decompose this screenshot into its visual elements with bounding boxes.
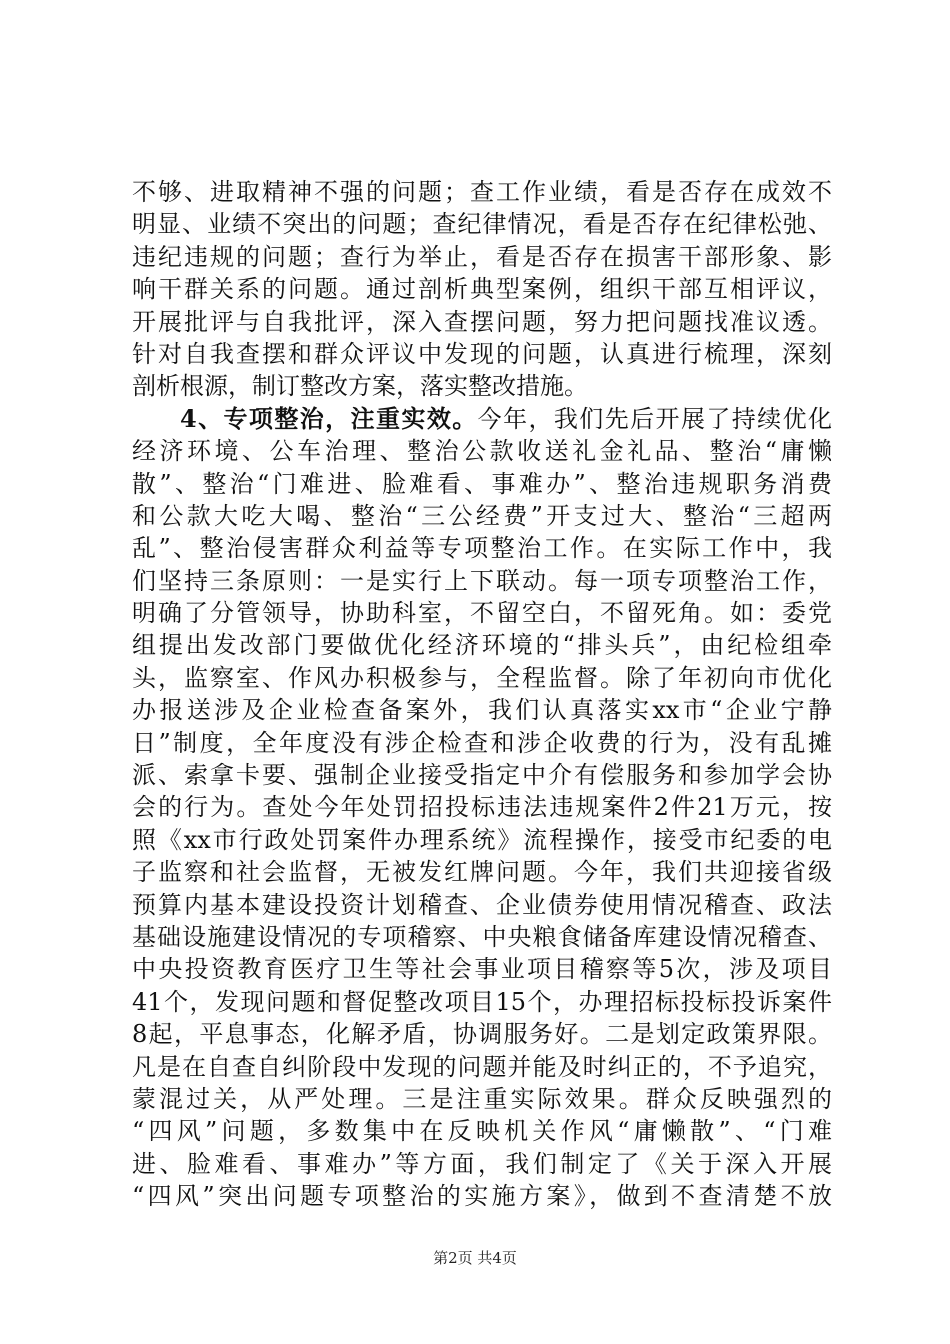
section-4-first-line-text: 今年，我们先后开展了持续优化 <box>477 404 833 433</box>
section-4-heading: 4、专项整治，注重实效。 <box>180 403 478 433</box>
text-line: 8起，平息事态，化解矛盾，协调服务好。二是划定政策界限。 <box>132 1020 832 1049</box>
text-line: 明确了分管领导，协助科室，不留空白，不留死角。如：委党 <box>132 599 832 628</box>
page-number-footer: 第2页 共4页 <box>433 1249 517 1267</box>
text-line: 照《xx市行政处罚案件办理系统》流程操作，接受市纪委的电 <box>132 825 832 854</box>
text-line: 不够、进取精神不强的问题；查工作业绩，看是否存在成效不 <box>132 178 832 206</box>
text-line: “四风”突出问题专项整治的实施方案》，做到不查清楚不放 <box>132 1182 832 1211</box>
text-line: 组提出发改部门要做优化经济环境的“排头兵”，由纪检组牵 <box>132 631 832 660</box>
text-line: 进、脸难看、事难办”等方面，我们制定了《关于深入开展 <box>132 1149 832 1178</box>
text-line: 办报送涉及企业检查备案外，我们认真落实xx市“企业宁静 <box>132 696 832 725</box>
text-line: 和公款大吃大喝、整治“三公经费”开支过大、整治“三超两 <box>132 501 832 530</box>
text-line: 剖析根源，制订整改方案，落实整改措施。 <box>132 372 588 401</box>
text-line: 开展批评与自我批评，深入查摆问题，努力把问题找准议透。 <box>132 307 832 336</box>
text-line: 乱”、整治侵害群众利益等专项整治工作。在实际工作中，我 <box>132 534 832 563</box>
section-4-first-line <box>132 403 832 435</box>
text-line: 中央投资教育医疗卫生等社会事业项目稽察等5次，涉及项目 <box>132 955 832 984</box>
text-line: “四风”问题，多数集中在反映机关作风“庸懒散”、“门难 <box>132 1117 832 1146</box>
text-line: 违纪违规的问题；查行为举止，看是否存在损害干部形象、影 <box>132 242 832 271</box>
text-line: 经济环境、公车治理、整治公款收送礼金礼品、整治“庸懒 <box>132 437 832 466</box>
text-line: 头，监察室、作风办积极参与，全程监督。除了年初向市优化 <box>132 663 832 692</box>
text-line: 日”制度，全年度没有涉企检查和涉企收费的行为，没有乱摊 <box>132 728 832 757</box>
text-line: 凡是在自查自纠阶段中发现的问题并能及时纠正的，不予追究， <box>132 1052 832 1081</box>
text-line: 响干群关系的问题。通过剖析典型案例，组织干部互相评议， <box>132 275 832 304</box>
text-line: 明显、业绩不突出的问题；查纪律情况，看是否存在纪律松弛、 <box>132 210 832 239</box>
text-line: 预算内基本建设投资计划稽查、企业债券使用情况稽查、政法 <box>132 890 832 919</box>
text-line: 蒙混过关，从严处理。三是注重实际效果。群众反映强烈的 <box>132 1084 832 1113</box>
document-body <box>132 176 832 1213</box>
text-line: 会的行为。查处今年处罚招投标违法违规案件2件21万元，按 <box>132 793 832 822</box>
text-line: 41个，发现问题和督促整改项目15个，办理招标投标投诉案件 <box>132 987 832 1016</box>
text-line: 派、索拿卡要、强制企业接受指定中介有偿服务和参加学会协 <box>132 761 832 790</box>
text-line: 们坚持三条原则：一是实行上下联动。每一项专项整治工作， <box>132 566 832 595</box>
text-line: 散”、整治“门难进、脸难看、事难办”、整治违规职务消费 <box>132 469 832 498</box>
text-line: 子监察和社会监督，无被发红牌问题。今年，我们共迎接省级 <box>132 858 832 887</box>
text-line: 基础设施建设情况的专项稽察、中央粮食储备库建设情况稽查、 <box>132 922 832 951</box>
text-line: 针对自我查摆和群众评议中发现的问题，认真进行梳理，深刻 <box>132 339 832 368</box>
